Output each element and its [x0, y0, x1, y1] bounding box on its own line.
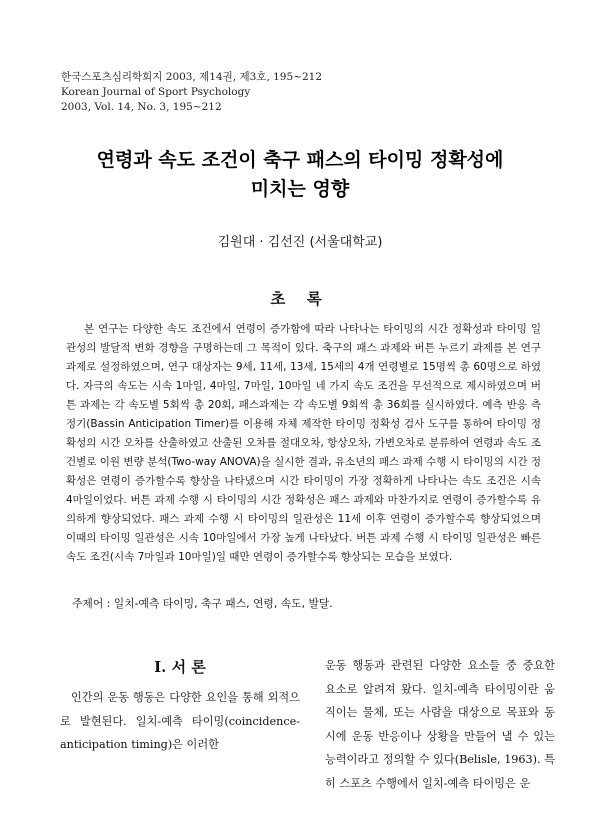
body-column-right: 운동 행동과 관련된 다양한 요소들 중 중요한 요소로 알려져 왔다. 일치-예측 타이밍이란 움직이는 물체, 또는 사람을 대상으로 목표와 동시에 운동 반응이나 상황을 만들어 낼 수 있는 능력이라고 정의할 수 있다(Belisle, 1963). 특히 스포츠 수행에서 일치-예측 타이밍은 운: [325, 659, 555, 790]
keywords: 주제어 : 일치-예측 타이밍, 축구 패스, 연령, 속도, 발달.: [72, 597, 333, 610]
paper-title-line-1: 연령과 속도 조건이 축구 패스의 타이밍 정확성에: [96, 149, 504, 171]
authors: 김원대 · 김선진 (서울대학교): [217, 235, 383, 250]
journal-name-english: Korean Journal of Sport Psychology: [61, 86, 251, 98]
abstract-heading: 초 록: [270, 289, 330, 308]
section-heading-introduction: Ⅰ. 서 론: [154, 658, 206, 676]
paper-title: [0, 146, 600, 204]
journal-header: [61, 70, 322, 115]
journal-citation-english: 2003, Vol. 14, No. 3, 195~212: [61, 101, 222, 113]
journal-citation-korean: 한국스포츠심리학회지 2003, 제14권, 제3호, 195~212: [61, 71, 323, 83]
body-column-left: 인간의 운동 행동은 다양한 요인을 통해 외적으로 발현된다. 일치-예측 타이밍(coincidence- anticipation timing)은 이러한: [60, 691, 300, 751]
abstract-body: 본 연구는 다양한 속도 조건에서 연령이 증가함에 따라 나타나는 타이밍의 시간 정확성과 타이밍 일관성의 발달적 변화 경향을 구명하는데 그 목적이 있다. 축구의 패스 과제와 버튼 누르기 과제를 본 연구 과제로 설정하였으며, 연구 대상자는 9세, 11세, 13세, 15세의 4개 연령별로 15명씩 총 60명으로 하였다. 자극의 속도는 시속 1마일, 4마일, 7마일, 10마일 네 가지 속도 조건을 무선적으로 제시하였으며 버튼 과제는 각 속도별 5회씩 총 20회, 패스과제는 각 속도별 9회씩 총 36회를 실시하였다. 예측 반응 측정기(Bassin Anticipation Timer)를 이용해 자체 제작한 타이밍 정확성 검사 도구를 통하여 타이밍 정확성의 시간 오차를 산출하였고 산출된 오차를 절대오차, 항상오차, 가변오차로 분류하여 연령과 속도 조건별로 이원 변량 분석(Two-way ANOVA)을 실시한 결과, 유소년의 패스 과제 수행 시 타이밍의 시간 정확성은 연령이 증가할수록 향상을 나타냈으며 시간 타이밍이 가장 정확하게 나타나는 속도 조건은 시속 4마일이었다. 버튼 과제 수행 시 타이밍의 시간 정확성은 패스 과제와 마찬가지로 연령이 증가할수록 유의하게 향상되었다. 패스 과제 수행 시 타이밍의 일관성은 11세 이후 연령이 증가할수록 향상되었으며 이때의 타이밍 일관성은 시속 10마일에서 가장 높게 나타났다. 버튼 과제 수행 시 타이밍 일관성은 빠른 속도 조건(시속 7마일과 10마일)일 때만 연령이 증가할수록 향상되는 모습을 보였다.: [66, 323, 541, 563]
paper-title-line-2: 미치는 영향: [250, 178, 350, 200]
